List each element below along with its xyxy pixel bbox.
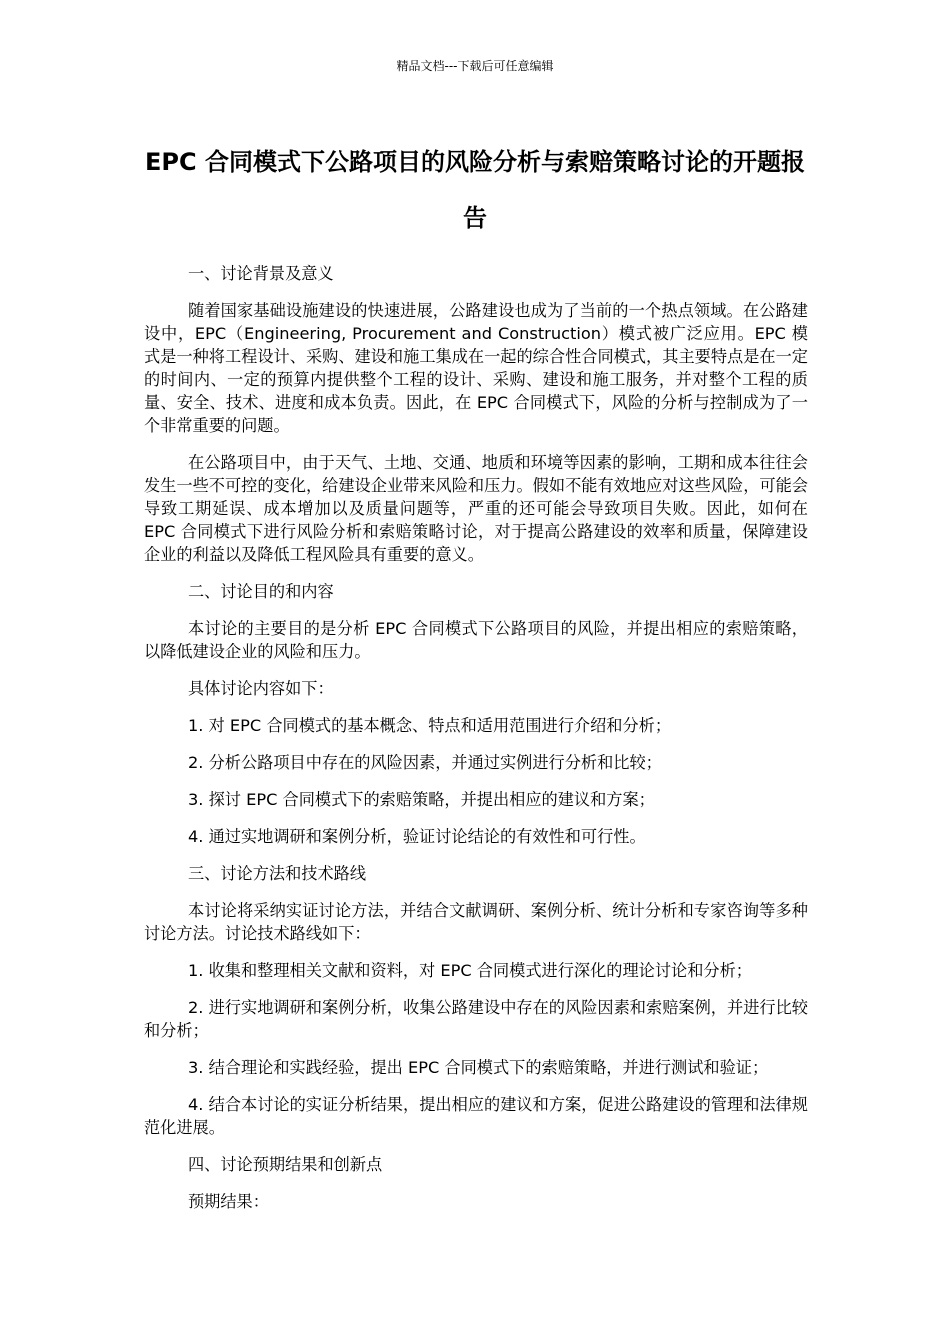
paragraph-background-1: 随着国家基础设施建设的快速进展，公路建设也成为了当前的一个热点领域。在公路建设中，EPC（Engineering, Procurement and Construction）模式被广泛应用。EPC 模式是一种将工程设计、采购、建设和施工集成在一起的综合性合同模式，其主要特点是在一定的时间内、一定的预算内提供整个工程的设计、采购、建设和施工服务，并对整个工程的质量、安全、技术、进度和成本负责。因此，在 EPC 合同模式下，风险的分析与控制成为了一个非常重要的问题。	[144, 301, 808, 435]
list-item-objective-4: 4. 通过实地调研和案例分析，验证讨论结论的有效性和可行性。	[188, 827, 646, 846]
section-heading-expected-results: 四、讨论预期结果和创新点	[188, 1155, 383, 1174]
section-heading-background: 一、讨论背景及意义	[188, 264, 334, 283]
document-title: EPC 合同模式下公路项目的风险分析与索赔策略讨论的开题报告	[145, 148, 805, 232]
list-item-objective-3: 3. 探讨 EPC 合同模式下的索赔策略，并提出相应的建议和方案；	[188, 790, 655, 809]
list-item-objective-1: 1. 对 EPC 合同模式的基本概念、特点和适用范围进行介绍和分析；	[188, 716, 672, 735]
paragraph-methods-1: 本讨论将采纳实证讨论方法，并结合文献调研、案例分析、统计分析和专家咨询等多种讨论方法。讨论技术路线如下：	[144, 901, 808, 943]
paragraph-objectives-intro: 具体讨论内容如下：	[188, 679, 334, 698]
list-item-method-2: 2. 进行实地调研和案例分析，收集公路建设中存在的风险因素和索赔案例，并进行比较和分析；	[144, 998, 808, 1040]
list-item-method-1: 1. 收集和整理相关文献和资料，对 EPC 合同模式进行深化的理论讨论和分析；	[188, 961, 752, 980]
document-body	[144, 262, 808, 1227]
list-item-method-4: 4. 结合本讨论的实证分析结果，提出相应的建议和方案，促进公路建设的管理和法律规范化进展。	[144, 1095, 808, 1137]
section-heading-methods: 三、讨论方法和技术路线	[188, 864, 367, 883]
list-item-objective-2: 2. 分析公路项目中存在的风险因素，并通过实例进行分析和比较；	[188, 753, 662, 772]
list-item-method-3: 3. 结合理论和实践经验，提出 EPC 合同模式下的索赔策略，并进行测试和验证；	[188, 1058, 769, 1077]
section-heading-objectives: 二、讨论目的和内容	[188, 582, 334, 601]
paragraph-expected-results-label: 预期结果：	[188, 1192, 269, 1211]
paragraph-objectives-1: 本讨论的主要目的是分析 EPC 合同模式下公路项目的风险，并提出相应的索赔策略，以降低建设企业的风险和压力。	[144, 619, 808, 661]
paragraph-background-2: 在公路项目中，由于天气、土地、交通、地质和环境等因素的影响，工期和成本往往会发生一些不可控的变化，给建设企业带来风险和压力。假如不能有效地应对这些风险，可能会导致工期延误、成本增加以及质量问题等，严重的还可能会导致项目失败。因此，如何在 EPC 合同模式下进行风险分析和索赔策略讨论，对于提高公路建设的效率和质量，保障建设企业的利益以及降低工程风险具有重要的意义。	[144, 453, 808, 564]
page-header-note: 精品文档---下载后可任意编辑	[396, 59, 554, 73]
